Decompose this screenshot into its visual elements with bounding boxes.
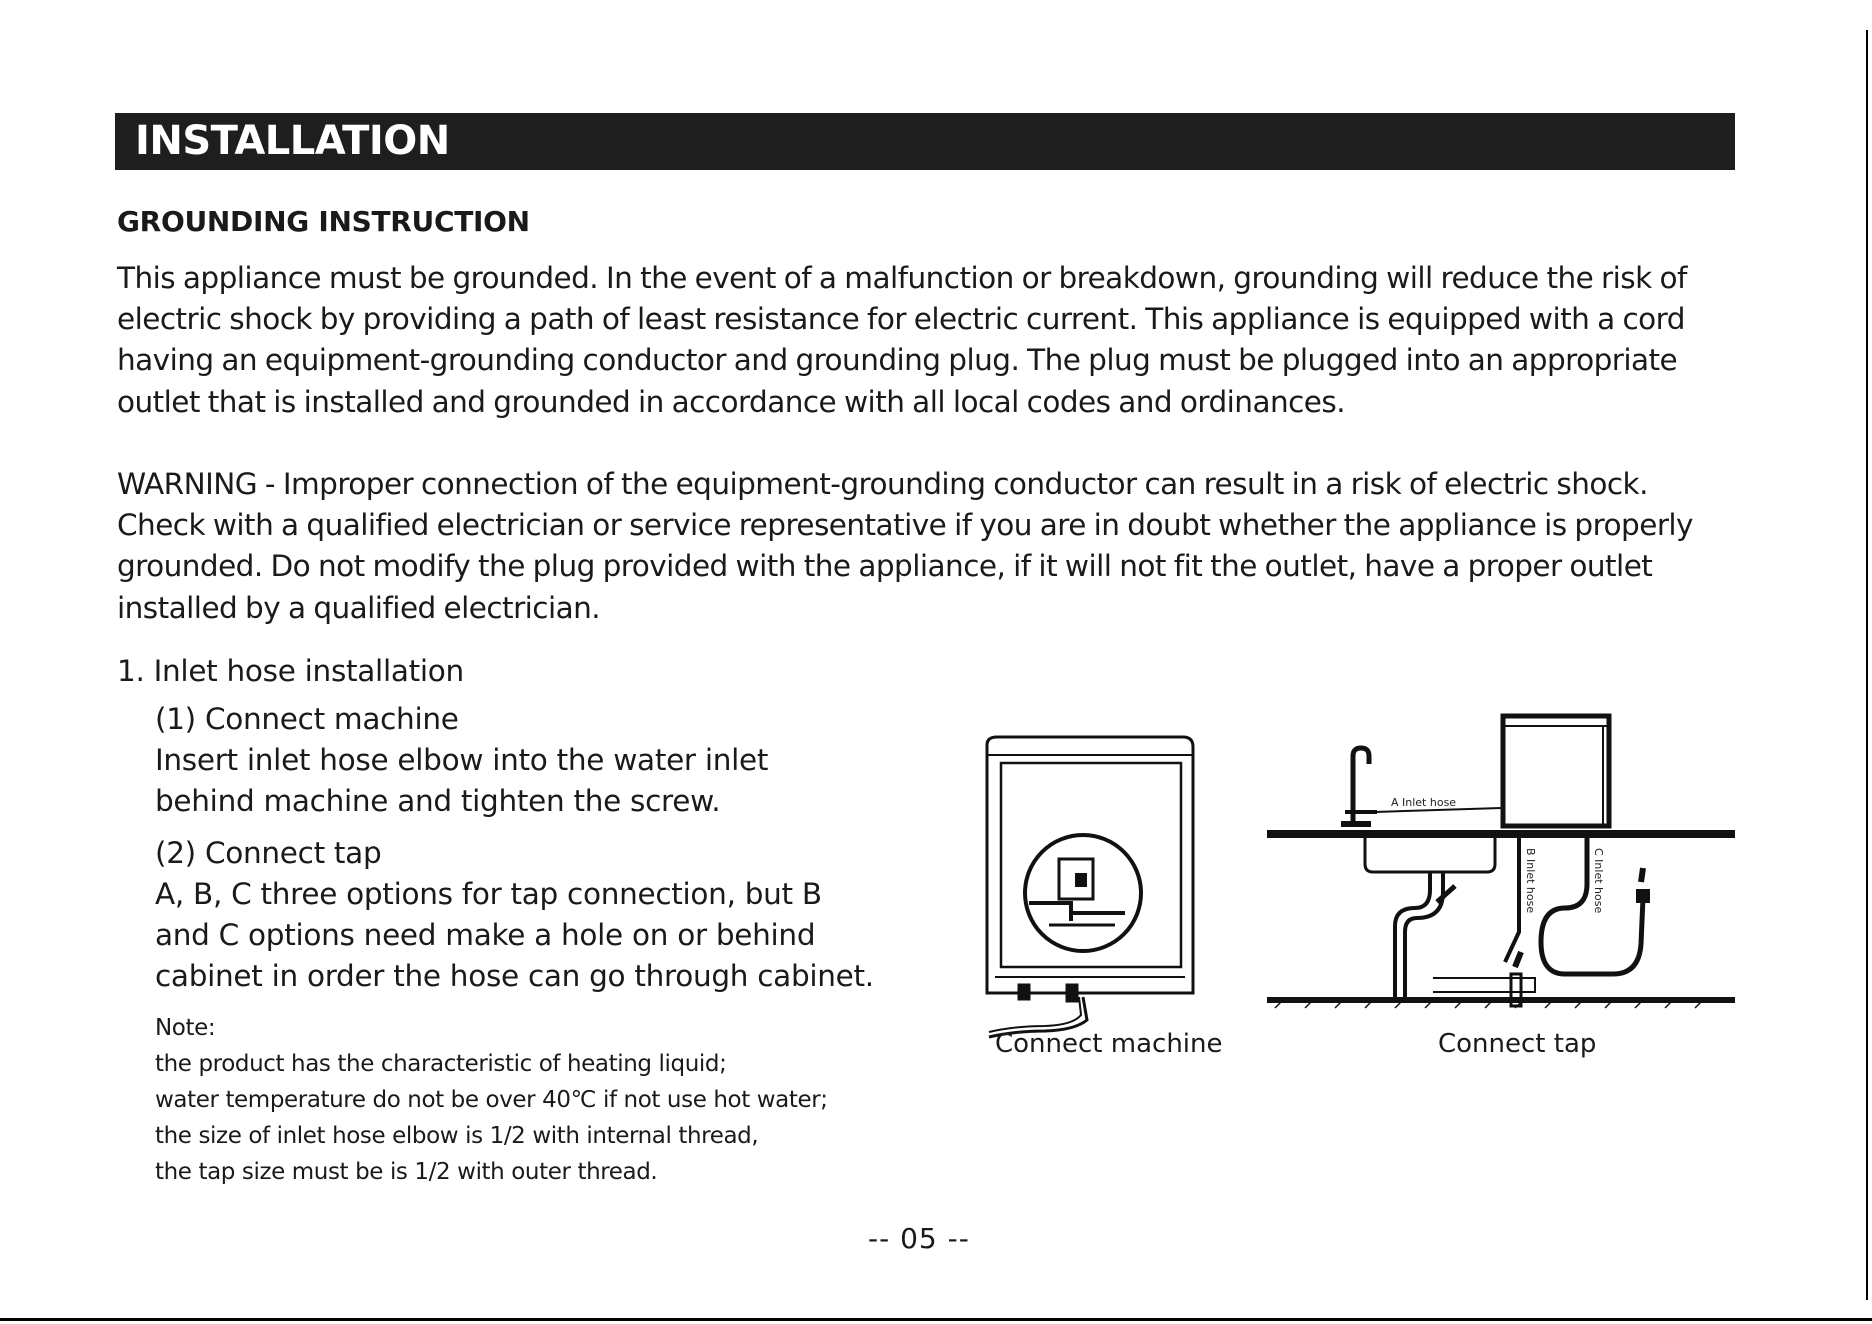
note-line-4: the tap size must be is 1/2 with outer thread. [155, 1159, 658, 1185]
grounding-warning: WARNING - Improper connection of the equipment-grounding conductor can result in a risk of electric shock. Check with a qualified electrician or service representative if you are in doubt whether the appliance is properly grounded. Do not modify the plug provided with the appliance, if it will not fit the outlet, have a proper outlet installed by a qualified electrician. [117, 467, 1693, 625]
page-edge-rule-right [1866, 30, 1868, 1300]
grounding-heading: GROUNDING INSTRUCTION [117, 205, 530, 238]
page-number: -- 05 -- [868, 1222, 970, 1255]
note-line-3: the size of inlet hose elbow is 1/2 with internal thread, [155, 1123, 759, 1149]
grounding-paragraph: This appliance must be grounded. In the event of a malfunction or breakdown, grounding will reduce the risk of electric shock by providing a path of least resistance for electric current. This appliance is equipped with a cord having an equipment-grounding conductor and grounding plug. The plug must be plugged into an appropriate outlet that is installed and grounded in accordance with all local codes and ordinances. [117, 261, 1687, 419]
step1-line-1: Insert inlet hose elbow into the water inlet [155, 743, 769, 777]
page-edge-rule-bottom [0, 1318, 1872, 1321]
step2-line-2: and C options need make a hole on or behind [155, 918, 816, 952]
connect-machine-figure [975, 735, 1235, 1035]
connect-tap-figure [1265, 712, 1740, 1012]
step2-title: (2) Connect tap [155, 836, 382, 870]
step1-title: (1) Connect machine [155, 702, 459, 736]
label-c-inlet-hose: C Inlet hose [1592, 848, 1605, 914]
label-b-inlet-hose: B Inlet hose [1524, 848, 1537, 914]
step2-line-3: cabinet in order the hose can go through cabinet. [155, 959, 874, 993]
step1-line-2: behind machine and tighten the screw. [155, 784, 721, 818]
note-line-1: the product has the characteristic of heating liquid; [155, 1051, 727, 1077]
inlet-section-title: 1. Inlet hose installation [117, 654, 464, 688]
note-line-2: water temperature do not be over 40℃ if not use hot water; [155, 1087, 828, 1113]
note-title: Note: [155, 1015, 216, 1041]
section-title-banner: INSTALLATION [115, 113, 1735, 170]
connect-machine-caption: Connect machine [995, 1029, 1223, 1059]
note-block [155, 1010, 828, 1190]
step2-line-1: A, B, C three options for tap connection, but B [155, 877, 822, 911]
label-a-inlet-hose: A Inlet hose [1391, 796, 1457, 809]
connect-tap-caption: Connect tap [1438, 1029, 1597, 1059]
